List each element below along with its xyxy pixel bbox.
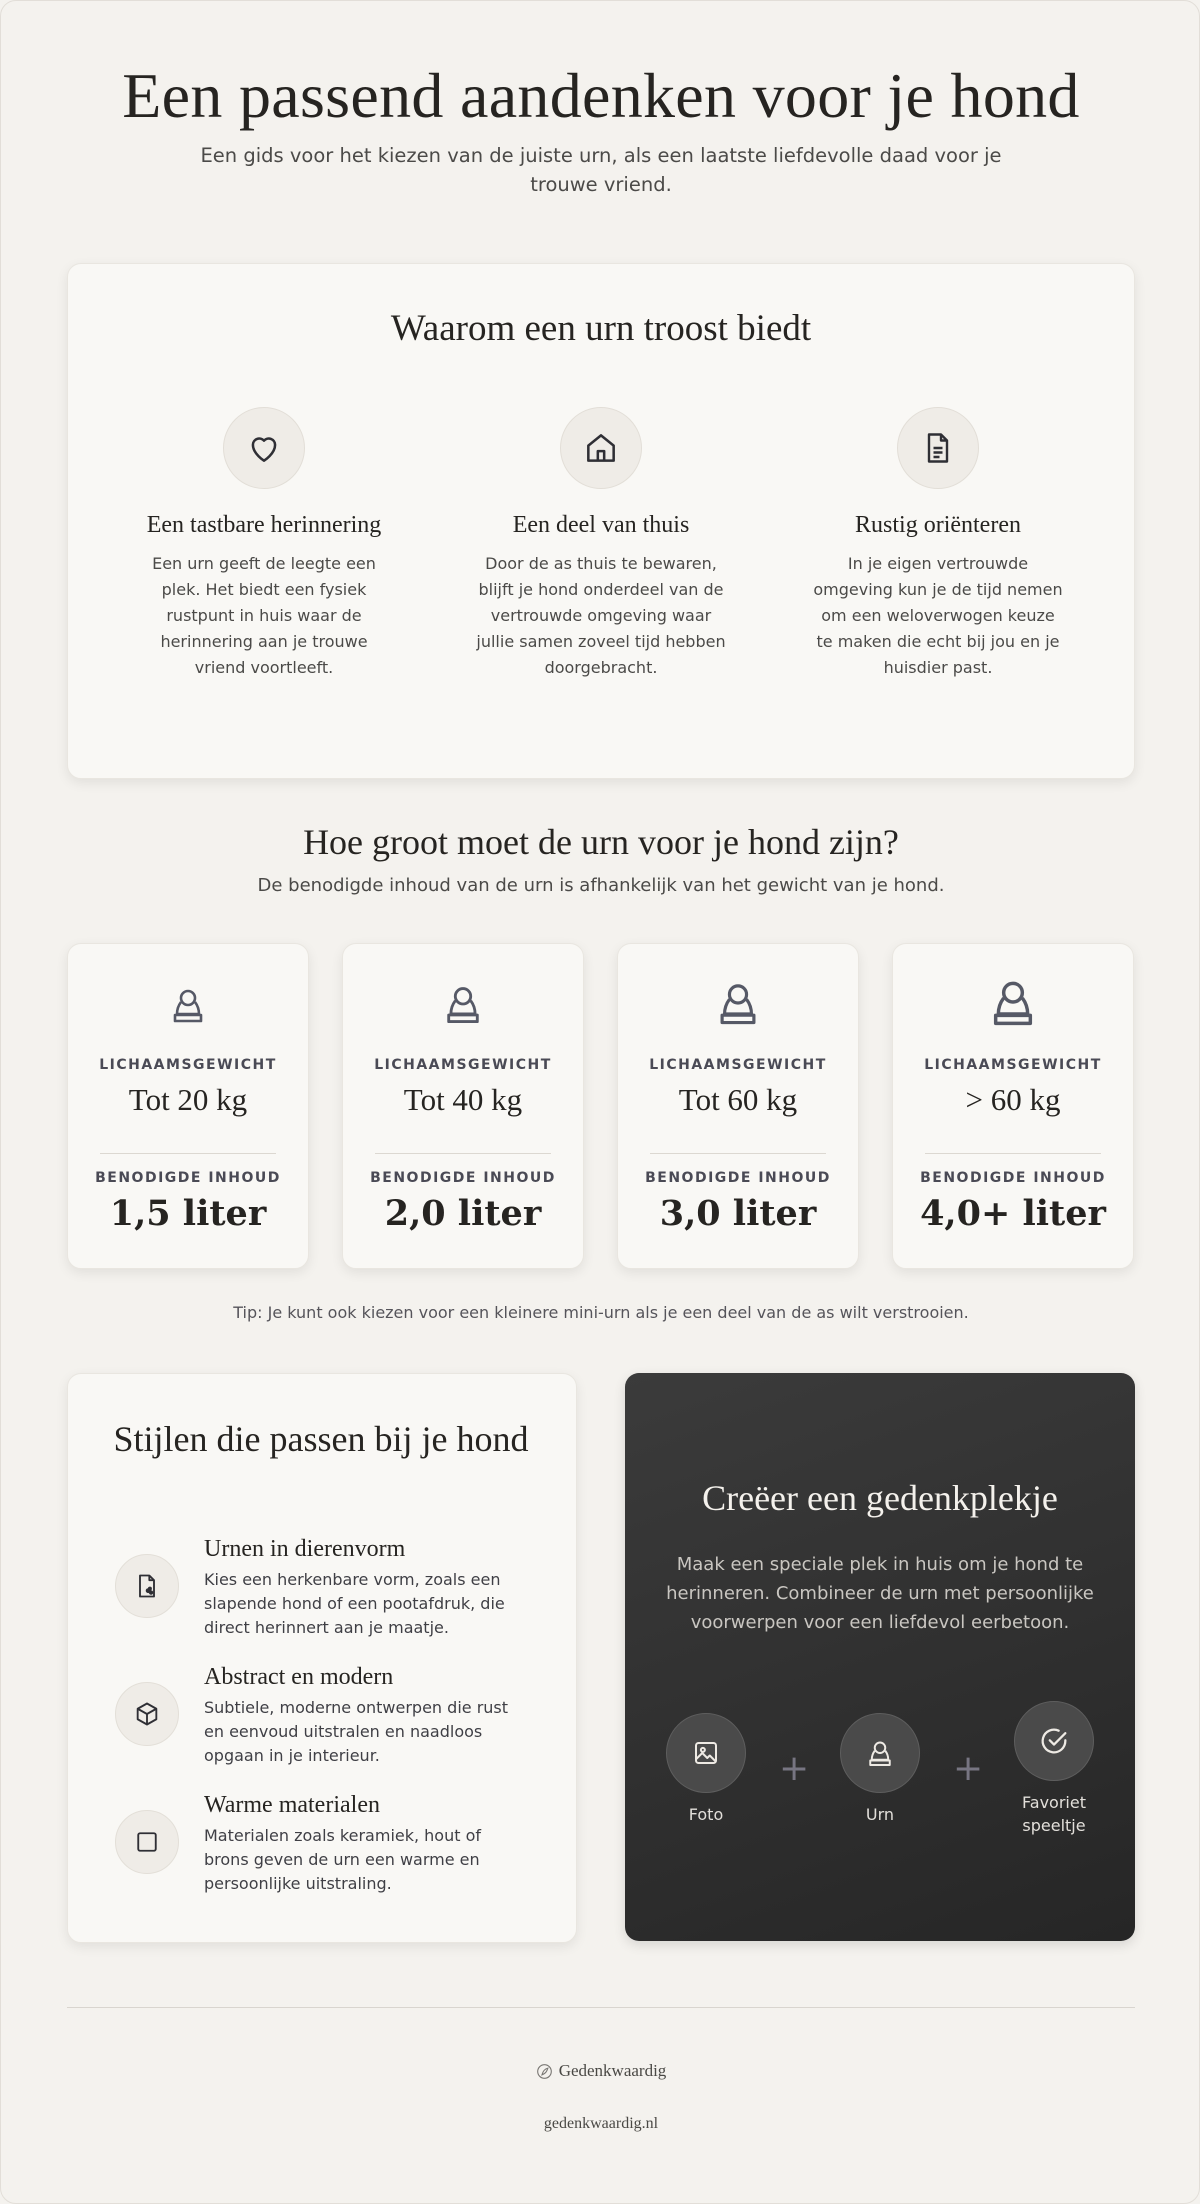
weight-value: Tot 40 kg <box>403 1082 523 1117</box>
style-item-text: Kies een herkenbare vorm, zoals een slapende hond of een pootafdruk, die direct herinnert aan je maatje. <box>204 1570 505 1637</box>
memorial-item-urn <box>815 1713 945 1826</box>
divider <box>375 1153 551 1154</box>
why-title: Waarom een urn troost biedt <box>390 308 812 349</box>
divider <box>650 1153 826 1154</box>
feature-text: Een urn geeft de leegte een plek. Het biedt een fysiek rustpunt in huis waar de herinnering aan je trouwe vriend voortleeft. <box>152 554 376 677</box>
paw-document-icon <box>115 1554 179 1618</box>
weight-value: > 60 kg <box>965 1082 1061 1117</box>
square-icon <box>115 1810 179 1874</box>
feature-part-of-home <box>476 407 726 681</box>
sizes-title: Hoe groot moet de urn voor je hond zijn? <box>303 822 899 862</box>
page-title: Een passend aandenken voor je hond <box>122 60 1080 131</box>
feature-tangible-memory <box>139 407 389 681</box>
volume-value: 2,0 liter <box>384 1193 542 1234</box>
feature-orient-calmly <box>813 407 1063 681</box>
heart-icon <box>223 407 305 489</box>
memorial-item-label: Foto <box>688 1805 724 1824</box>
memorial-text: Maak een speciale plek in huis om je hond te herinneren. Combineer de urn met persoonlijke voorwerpen voor een liefdevol eerbetoon. <box>666 1554 1094 1633</box>
memorial-item-favorite-toy <box>989 1701 1119 1837</box>
style-item-text: Materialen zoals keramiek, hout of brons geven de urn een warme en persoonlijke uitstraling. <box>204 1826 482 1893</box>
urn-icon <box>343 982 583 1026</box>
style-item-title: Warme materialen <box>204 1792 380 1818</box>
memorial-item-label: Favoriet speeltje <box>1022 1793 1086 1835</box>
footer-site-link[interactable]: gedenkwaardig.nl <box>543 2115 659 2132</box>
volume-label: BENODIGDE INHOUD <box>370 1170 556 1186</box>
volume-label: BENODIGDE INHOUD <box>920 1170 1106 1186</box>
style-item-title: Urnen in dierenvorm <box>204 1536 406 1562</box>
urn-icon <box>840 1713 920 1793</box>
check-circle-icon <box>1014 1701 1094 1781</box>
divider <box>100 1153 276 1154</box>
volume-value: 4,0+ liter <box>920 1193 1106 1234</box>
memorial-card <box>625 1373 1135 1941</box>
brand-logo-icon <box>536 2063 553 2080</box>
feature-title: Een deel van thuis <box>512 512 690 538</box>
size-tip: Tip: Je kunt ook kiezen voor een kleinere mini-urn als je een deel van de as wilt verstrooien. <box>233 1303 969 1322</box>
home-icon <box>560 407 642 489</box>
weight-label: LICHAAMSGEWICHT <box>649 1057 827 1073</box>
styles-title: Stijlen die passen bij je hond <box>113 1419 529 1459</box>
weight-value: Tot 60 kg <box>678 1082 798 1117</box>
feature-title: Een tastbare herinnering <box>146 512 382 538</box>
volume-value: 1,5 liter <box>109 1193 267 1234</box>
memorial-item-label: Urn <box>865 1805 895 1824</box>
urn-icon <box>618 978 858 1028</box>
weight-value: Tot 20 kg <box>128 1082 248 1117</box>
urn-icon <box>893 974 1133 1030</box>
weight-label: LICHAAMSGEWICHT <box>99 1057 277 1073</box>
sizes-subtitle: De benodigde inhoud van de urn is afhankelijk van het gewicht van je hond. <box>257 875 945 896</box>
memorial-title: Creëer een gedenkplekje <box>702 1478 1058 1518</box>
feature-text: Door de as thuis te bewaren, blijft je hond onderdeel van de vertrouwde omgeving waar jullie samen zoveel tijd hebben doorgebracht. <box>476 554 726 677</box>
weight-label: LICHAAMSGEWICHT <box>924 1057 1102 1073</box>
volume-label: BENODIGDE INHOUD <box>95 1170 281 1186</box>
footer-brand <box>1 2061 1200 2081</box>
brand-name: Gedenkwaardig <box>558 2061 667 2080</box>
volume-label: BENODIGDE INHOUD <box>645 1170 831 1186</box>
page-subtitle: Een gids voor het kiezen van de juiste urn, als een laatste liefdevolle daad voor je trouwe vriend. <box>200 144 1002 196</box>
size-card <box>67 943 309 1269</box>
footer-divider <box>67 2007 1135 2008</box>
volume-value: 3,0 liter <box>659 1193 817 1234</box>
size-card <box>892 943 1134 1269</box>
plus-sign: + <box>953 1748 984 1789</box>
weight-label: LICHAAMSGEWICHT <box>374 1057 552 1073</box>
feature-text: In je eigen vertrouwde omgeving kun je de tijd nemen om een weloverwogen keuze te maken die echt bij jou en je huisdier past. <box>813 554 1063 677</box>
size-card <box>617 943 859 1269</box>
style-item-title: Abstract en modern <box>204 1664 394 1690</box>
memorial-item-photo <box>641 1713 771 1826</box>
feature-title: Rustig oriënteren <box>855 512 1021 538</box>
divider <box>925 1153 1101 1154</box>
style-item-text: Subtiele, moderne ontwerpen die rust en eenvoud uitstralen en naadloos opgaan in je interieur. <box>204 1698 509 1765</box>
size-card <box>342 943 584 1269</box>
image-icon <box>666 1713 746 1793</box>
document-icon <box>897 407 979 489</box>
plus-sign: + <box>779 1748 810 1789</box>
cube-icon <box>115 1682 179 1746</box>
urn-icon <box>68 985 308 1025</box>
